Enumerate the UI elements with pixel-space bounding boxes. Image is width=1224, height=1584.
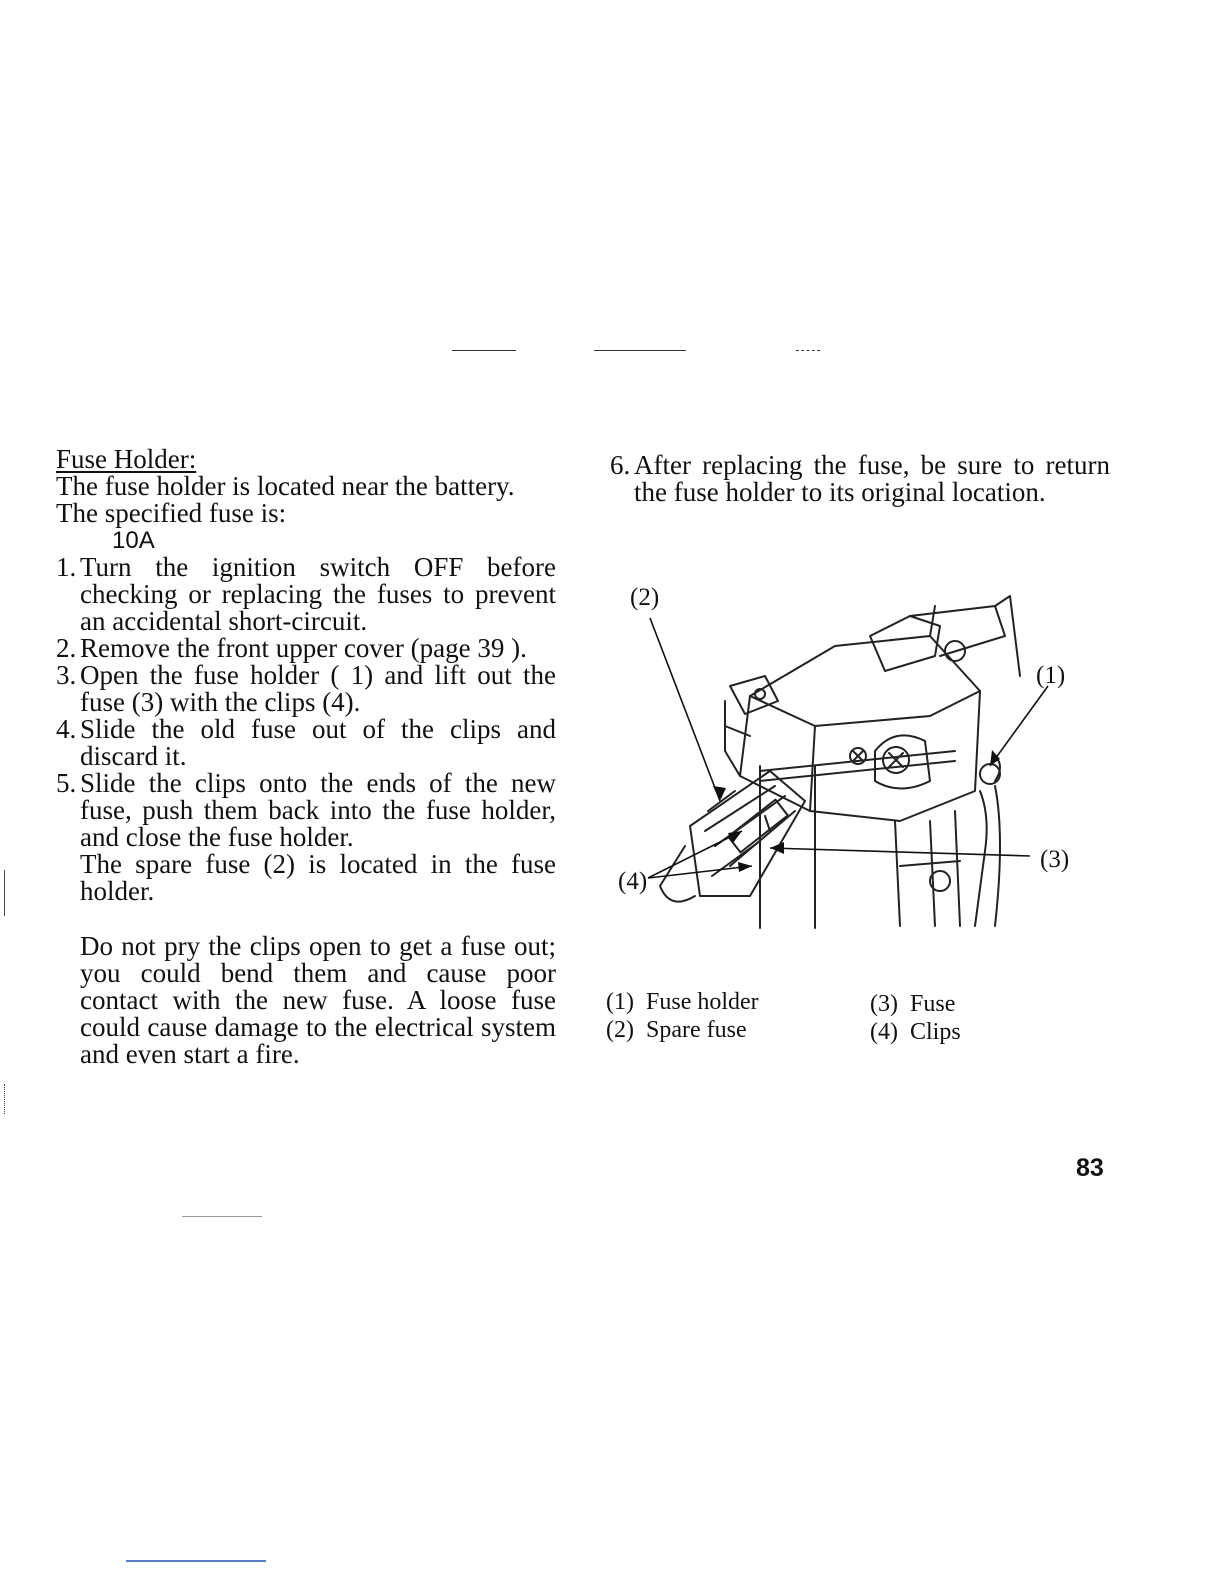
section-heading: Fuse Holder: bbox=[56, 444, 197, 474]
callout-4: (4) bbox=[618, 868, 648, 895]
spare-fuse-note: The spare fuse (2) is located in the fuse holder. bbox=[80, 849, 556, 906]
legend-item bbox=[870, 1018, 961, 1046]
legend-item bbox=[606, 988, 759, 1016]
step-text: Slide the old fuse out of the clips and discard it. bbox=[80, 714, 556, 771]
fuse-holder-body bbox=[690, 771, 805, 896]
scan-rule bbox=[452, 350, 516, 351]
arrowhead-icon bbox=[770, 842, 784, 854]
leader-line-1 bbox=[990, 686, 1048, 766]
lead-wire bbox=[760, 751, 955, 771]
right-column bbox=[610, 452, 1110, 506]
battery-box bbox=[740, 636, 980, 821]
callout-2: (2) bbox=[630, 584, 660, 611]
fuse-rating: 10A bbox=[112, 527, 155, 554]
step-number: 4. bbox=[56, 714, 77, 744]
legend-label: Spare fuse bbox=[646, 1017, 747, 1043]
bracket-arm bbox=[910, 606, 1005, 656]
step-5 bbox=[56, 770, 556, 851]
step-text: Turn the ignition switch OFF before checking or replacing the fuses to prevent an accidental short-circuit. bbox=[80, 552, 556, 636]
step-text: Slide the clips onto the ends of the new fuse, push them back into the fuse holder, and close the fuse holder. bbox=[80, 768, 556, 852]
warning-text: Do not pry the clips open to get a fuse out; you could bend them and cause poor contact with the new fuse. A loose fuse could cause damage to the electrical system and even start a fire. bbox=[80, 931, 556, 1069]
left-column bbox=[56, 446, 556, 1068]
step-text: Remove the front upper cover (page 39 ). bbox=[80, 633, 527, 663]
step-number: 3. bbox=[56, 660, 77, 690]
scan-edge-mark bbox=[4, 870, 5, 916]
scan-rule bbox=[796, 350, 820, 351]
scan-rule bbox=[182, 1216, 262, 1217]
scan-rule bbox=[126, 1560, 266, 1562]
legend-label: Fuse holder bbox=[646, 989, 759, 1015]
connector-icon bbox=[980, 764, 1000, 784]
step-6 bbox=[610, 452, 1110, 506]
step-2 bbox=[56, 635, 556, 662]
arrowhead-icon bbox=[728, 831, 742, 843]
legend-number: (4) bbox=[870, 1019, 898, 1045]
left-terminal bbox=[730, 676, 778, 714]
lower-frame bbox=[895, 811, 960, 926]
callout-3: (3) bbox=[1040, 846, 1070, 873]
scan-edge-mark bbox=[4, 1084, 5, 1114]
intro-location: The fuse holder is located near the battery. bbox=[56, 471, 515, 501]
step-number: 6. bbox=[610, 450, 631, 480]
step-number: 2. bbox=[56, 633, 77, 663]
leader-line-4b bbox=[648, 866, 752, 878]
step-3 bbox=[56, 662, 556, 716]
step-text: Open the fuse holder ( 1) and lift out the fuse (3) with the clips (4). bbox=[80, 660, 556, 717]
legend-number: (3) bbox=[870, 991, 898, 1017]
fuse-holder-illustration bbox=[600, 576, 1100, 946]
step-number: 1. bbox=[56, 552, 77, 582]
legend-label: Fuse bbox=[910, 991, 956, 1017]
step-1 bbox=[56, 554, 556, 635]
procedure-steps bbox=[56, 554, 556, 851]
bracket bbox=[870, 616, 940, 671]
legend-label: Clips bbox=[910, 1019, 961, 1045]
callout-1: (1) bbox=[1036, 662, 1066, 689]
legend-number: (1) bbox=[606, 989, 634, 1015]
fuse-holder-drawing bbox=[600, 576, 1100, 946]
leader-line-4a bbox=[648, 831, 742, 878]
procedure-steps-continued bbox=[610, 452, 1110, 506]
leader-line-3 bbox=[770, 848, 1030, 856]
scan-rule bbox=[594, 350, 686, 351]
step-number: 5. bbox=[56, 768, 77, 798]
wire-harness bbox=[975, 791, 987, 926]
intro-spec: The specified fuse is: bbox=[56, 498, 287, 528]
page-number: 83 bbox=[1076, 1154, 1104, 1182]
leader-line-2 bbox=[650, 618, 720, 801]
battery-edge bbox=[750, 691, 980, 726]
step-4 bbox=[56, 716, 556, 770]
legend-item bbox=[870, 990, 955, 1018]
legend-item bbox=[606, 1016, 747, 1044]
step-text: After replacing the fuse, be sure to return the fuse holder to its original location. bbox=[634, 450, 1110, 507]
legend-number: (2) bbox=[606, 1017, 634, 1043]
